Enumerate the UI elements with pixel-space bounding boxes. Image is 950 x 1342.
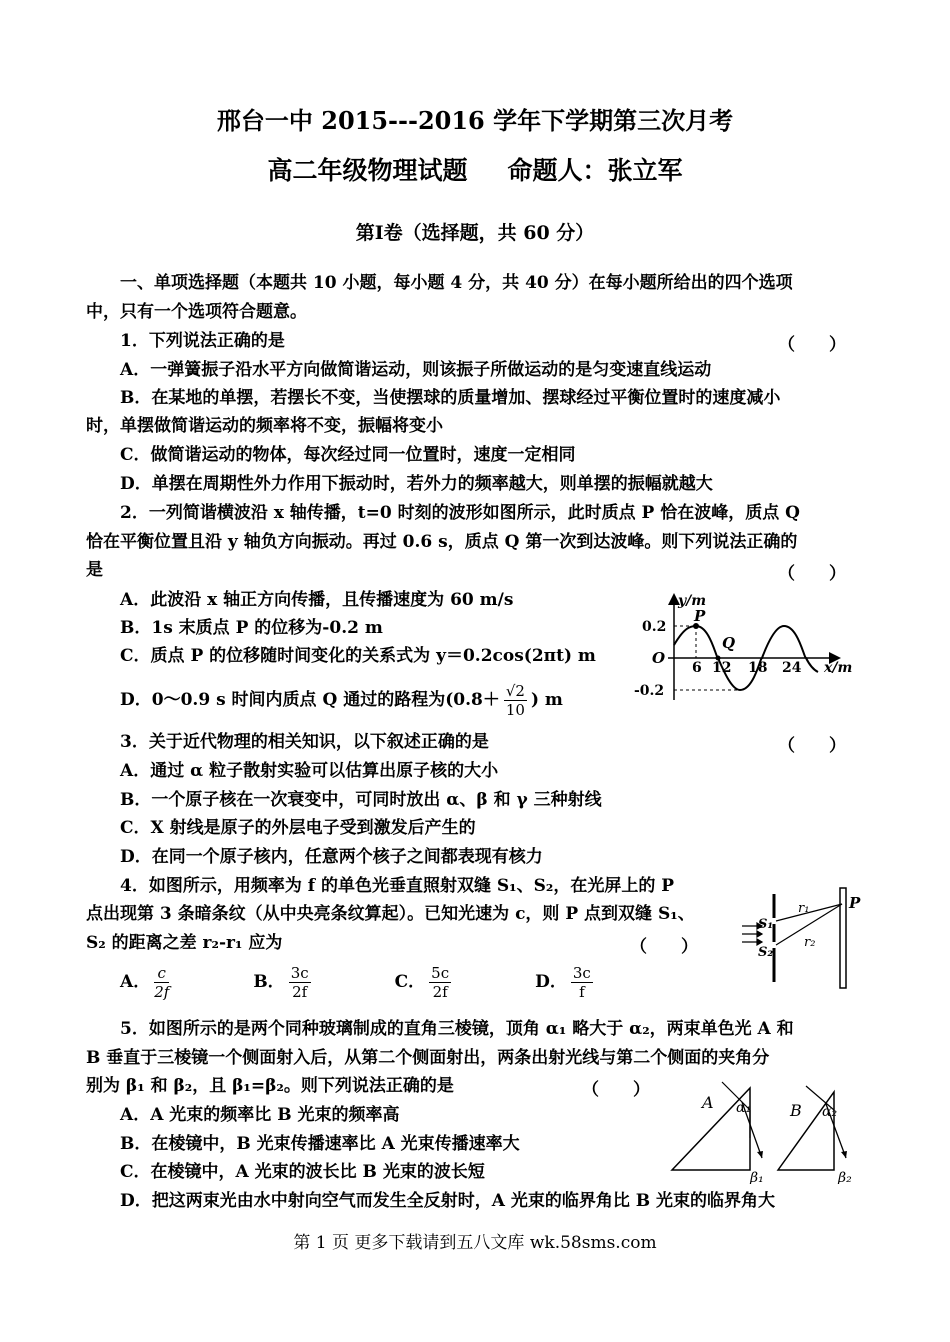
q4-option-a-den: 2f [154,983,170,1001]
q4-option-d-fraction [571,964,593,1001]
q5-option-d: D．把这两束光由水中射向空气而发生全反射时，A 光束的临界角比 B 光束的临界角大 [120,1191,776,1211]
q4-option-d-den: f [579,983,585,1001]
q1-option-c: C．做简谐运动的物体，每次经过同一位置时，速度一定相同 [120,445,576,465]
q1-answer-blank: （ ） [778,335,846,355]
q3-option-b: B．一个原子核在一次衰变中，可同时放出 α、β 和 γ 三种射线 [120,790,602,810]
x-tick-18: 18 [748,660,768,676]
q4-option-b [253,964,314,1001]
q2-option-d-prefix: D．0～0.9 s 时间内质点 Q 通过的路程为(0.8＋ [120,690,500,710]
q4-option-d-num: 3c [572,964,591,982]
q5-option-c: C．在棱镜中，A 光束的波长比 B 光束的波长短 [120,1162,485,1182]
point-p-label: P [694,607,706,625]
r1-label: r₁ [798,901,810,916]
q4-option-a [120,964,173,1001]
q2-option-d [120,678,563,722]
q4-option-b-label: B． [253,972,285,992]
q4-option-b-den: 2f [292,983,308,1001]
q4-option-a-num: c [154,964,169,983]
q2-option-c: C．质点 P 的位移随时间变化的关系式为 y＝0.2cos(2πt) m [120,646,596,666]
instructions-line2: 中，只有一个选项符合题意。 [86,302,307,322]
double-slit-figure [738,884,868,992]
q3-option-a: A．通过 α 粒子散射实验可以估算出原子核的大小 [120,761,499,781]
q4-option-d [535,964,597,1001]
q4-stem-line3: S₂ 的距离之差 r₂-r₁ 应为 [86,933,283,953]
q4-option-c-num: 5c [431,964,450,982]
x-tick-12: 12 [712,660,732,676]
q5-answer-blank: （ ） [582,1080,650,1100]
q4-answer-blank: （ ） [630,937,698,957]
x-tick-6: 6 [692,660,702,676]
point-q-label: Q [722,634,736,652]
q3-answer-blank: （ ） [778,736,846,756]
q2-stem-line2: 恰在平衡位置且沿 y 轴负方向振动。再过 0.6 s，质点 Q 第一次到达波峰。则下列说法正确的 [86,532,798,552]
x-axis-label: x/m [824,660,853,676]
q1-option-a: A．一弹簧振子沿水平方向做简谐运动，则该振子所做运动的是匀变速直线运动 [120,360,712,380]
s2-label: S₂ [758,945,774,960]
q5-stem-line2: B 垂直于三棱镜一个侧面射入后，从第二个侧面射出，两条出射光线与第二个侧面的夹角分 [86,1048,770,1068]
beam-a-label: A [702,1093,714,1112]
q1-stem: 1．下列说法正确的是 [120,331,285,351]
q1-option-d: D．单摆在周期性外力作用下振动时，若外力的频率越大，则单摆的振幅就越大 [120,474,713,494]
q4-option-a-fraction [154,964,169,1001]
q5-option-b: B．在棱镜中，B 光束传播速率比 A 光束传播速率大 [120,1134,520,1154]
q2-option-d-suffix: ) m [530,690,563,710]
r2-label: r₂ [804,935,816,950]
beta2-label: β₂ [838,1170,852,1184]
q4-option-c-den: 2f [432,983,448,1001]
section-title: 第Ⅰ卷（选择题，共 60 分） [355,222,595,244]
q4-option-c-label: C． [394,972,426,992]
s1-label: S₁ [758,917,774,932]
y-tick-neg: -0.2 [634,683,665,699]
q2-option-d-den: 10 [505,701,525,719]
prism-figure [666,1078,866,1184]
author: 命题人：张立军 [507,156,683,185]
beta1-label: β₁ [750,1170,764,1184]
page-footer: 第 1 页 更多下载请到五八文库 wk.58sms.com [293,1233,657,1253]
q1-option-b-line2: 时，单摆做简谐运动的频率将不变，振幅将变小 [86,416,443,436]
q3-option-d: D．在同一个原子核内，任意两个核子之间都表现有核力 [120,847,543,867]
q2-option-d-fraction [504,682,527,719]
x-tick-24: 24 [782,660,802,676]
q1-option-b-line1: B．在某地的单摆，若摆长不变，当使摆球的质量增加、摆球经过平衡位置时的速度减小 [120,388,781,408]
q4-option-b-fraction [289,964,311,1001]
q4-stem-line2: 点出现第 3 条暗条纹（从中央亮条纹算起）。已知光速为 c，则 P 点到双缝 S₁、 [86,904,695,924]
wave-graph [632,592,857,704]
alpha1-label: α₁ [736,1100,752,1116]
exam-title: 邢台一中 2015---2016 学年下学期第三次月考 [216,106,734,135]
instructions-line1: 一、单项选择题（本题共 10 小题，每小题 4 分，共 40 分）在每小题所给出的四个选项 [120,273,793,293]
q4-option-b-num: 3c [290,964,309,982]
exam-subtitle [0,156,950,185]
q5-option-a: A．A 光束的频率比 B 光束的频率高 [120,1105,400,1125]
q2-option-a: A．此波沿 x 轴正方向传播，且传播速度为 60 m/s [120,590,514,610]
q2-option-b: B．1s 末质点 P 的位移为-0.2 m [120,618,383,638]
q2-stem-line3: 是 [86,560,103,580]
origin-label: O [652,649,666,667]
y-axis-label: y/m [678,593,707,609]
q2-option-d-num: √2 [505,682,525,700]
q4-option-a-label: A． [120,972,151,992]
q3-option-c: C．X 射线是原子的外层电子受到激发后产生的 [120,818,476,838]
q4-option-c-fraction [429,964,451,1001]
q5-stem-line1: 5．如图所示的是两个同种玻璃制成的直角三棱镜，顶角 α₁ 略大于 α₂，两束单色光 A 和 [120,1019,794,1039]
q2-stem-line1: 2．一列简谐横波沿 x 轴传播，t=0 时刻的波形如图所示，此时质点 P 恰在波峰，质点 Q [120,503,800,523]
q4-stem-line1: 4．如图所示，用频率为 f 的单色光垂直照射双缝 S₁、S₂，在光屏上的 P [120,876,675,896]
q4-option-d-label: D． [535,972,567,992]
q5-stem-line3: 别为 β₁ 和 β₂，且 β₁=β₂。则下列说法正确的是 [86,1076,454,1096]
beam-b-label: B [790,1101,802,1120]
q2-answer-blank: （ ） [778,564,846,584]
q4-options [120,960,597,1004]
subject-title: 高二年级物理试题 [267,156,468,185]
alpha2-label: α₂ [822,1104,838,1120]
q4-option-c [394,964,455,1001]
y-tick-pos: 0.2 [642,619,667,635]
q3-stem: 3．关于近代物理的相关知识，以下叙述正确的是 [120,732,489,752]
p-label: P [849,894,861,912]
